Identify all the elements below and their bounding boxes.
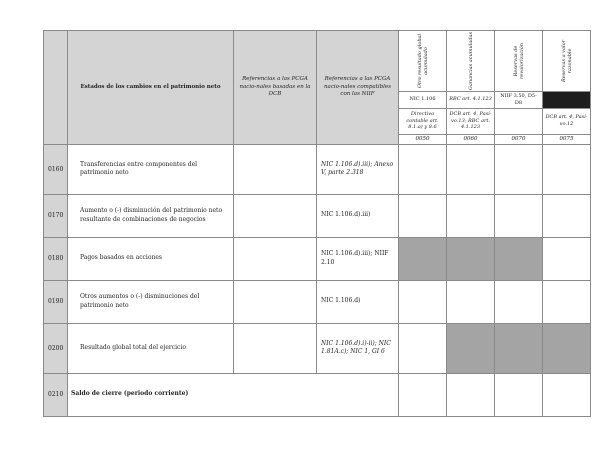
cell-revaluation[interactable] [495, 373, 543, 416]
header-code-corner [44, 31, 68, 145]
col-ref1-fair-value [543, 92, 591, 109]
cell-oci[interactable] [399, 280, 447, 323]
col-ref1-revaluation: NIIF 3.50, D5-D8 [495, 92, 543, 109]
table-row [44, 144, 591, 194]
table-row [44, 237, 591, 280]
col-code-oci: 0050 [399, 134, 447, 144]
col-ref2-revaluation [495, 108, 543, 134]
col-header-oci: Otro resultado global acumulado [399, 31, 447, 92]
row-code: 0170 [44, 194, 68, 237]
row-description-closing: Saldo de cierre (periodo corriente) [68, 373, 399, 416]
row-description: Pagos basados en acciones [68, 237, 234, 280]
col-header-fair-value: Reservas a valor razonable [543, 31, 591, 92]
cell-fair-value[interactable] [543, 194, 591, 237]
col-code-revaluation: 0070 [495, 134, 543, 144]
cell-revaluation[interactable] [495, 144, 543, 194]
header-ref-niif: Referencias a las PCGA nacio-nales compatibles con las NIIF [317, 31, 399, 145]
cell-oci[interactable] [399, 194, 447, 237]
cell-oci[interactable] [399, 323, 447, 373]
header-title: Estados de los cambios en el patrimonio neto [68, 31, 234, 145]
row-description: Otros aumentos o (-) disminuciones del patrimonio neto [68, 280, 234, 323]
row-code: 0190 [44, 280, 68, 323]
cell-oci-shaded [399, 237, 447, 280]
row-description: Resultado global total del ejercicio [68, 323, 234, 373]
cell-retained[interactable] [447, 373, 495, 416]
row-ref-dcb [234, 323, 317, 373]
cell-fair-value-shaded [543, 323, 591, 373]
row-ref-niif: NIC 1.106.d).iii); Anexo V, parte 2.318 [317, 144, 399, 194]
cell-revaluation-shaded [495, 323, 543, 373]
col-ref2-fair-value: DCB art. 4, Pasi-vo.12 [543, 108, 591, 134]
table-row [44, 280, 591, 323]
equity-changes-table [43, 30, 591, 417]
col-code-fair-value: 0075 [543, 134, 591, 144]
cell-fair-value[interactable] [543, 280, 591, 323]
row-ref-dcb [234, 280, 317, 323]
cell-retained[interactable] [447, 194, 495, 237]
cell-revaluation[interactable] [495, 280, 543, 323]
cell-retained-shaded [447, 323, 495, 373]
cell-revaluation-shaded [495, 237, 543, 280]
table-row [44, 194, 591, 237]
cell-fair-value[interactable] [543, 373, 591, 416]
col-code-retained: 0060 [447, 134, 495, 144]
col-header-revaluation: Reservas de revalorización [495, 31, 543, 92]
row-description: Aumento o (-) disminución del patrimonio neto resultante de combinaciones de negocios [68, 194, 234, 237]
col-ref2-oci: Directiva contable art. 8.1.a) y 8.6 [399, 108, 447, 134]
col-ref1-oci: NIC 1.106 [399, 92, 447, 109]
col-ref1-retained: RBC art. 4.1.123 [447, 92, 495, 109]
col-ref2-retained: DCB art. 4, Pasi-vo.13; RBC art. 4.1.123 [447, 108, 495, 134]
row-ref-niif: NIC 1.106.d) [317, 280, 399, 323]
row-ref-niif: NIC 1.106.d).iii); NIIF 2.10 [317, 237, 399, 280]
cell-oci[interactable] [399, 373, 447, 416]
header-ref-dcb: Referencias a las PCGA nacio-nales basadas en la DCB [234, 31, 317, 145]
row-code: 0160 [44, 144, 68, 194]
row-ref-dcb [234, 194, 317, 237]
cell-fair-value[interactable] [543, 237, 591, 280]
cell-retained[interactable] [447, 280, 495, 323]
row-description: Transferencias entre componentes del patrimonio neto [68, 144, 234, 194]
row-code: 0200 [44, 323, 68, 373]
col-header-retained: Ganancias acumuladas [447, 31, 495, 92]
table-row [44, 373, 591, 416]
cell-retained-shaded [447, 237, 495, 280]
row-ref-dcb [234, 144, 317, 194]
cell-retained[interactable] [447, 144, 495, 194]
cell-fair-value[interactable] [543, 144, 591, 194]
cell-revaluation[interactable] [495, 194, 543, 237]
row-code: 0210 [44, 373, 68, 416]
table-row [44, 323, 591, 373]
row-ref-dcb [234, 237, 317, 280]
row-code: 0180 [44, 237, 68, 280]
cell-oci[interactable] [399, 144, 447, 194]
row-ref-niif: NIC 1.106.d).i)-ii); NIC 1.81A.c); NIC 1, GI 6 [317, 323, 399, 373]
row-ref-niif: NIC 1.106.d).iii) [317, 194, 399, 237]
